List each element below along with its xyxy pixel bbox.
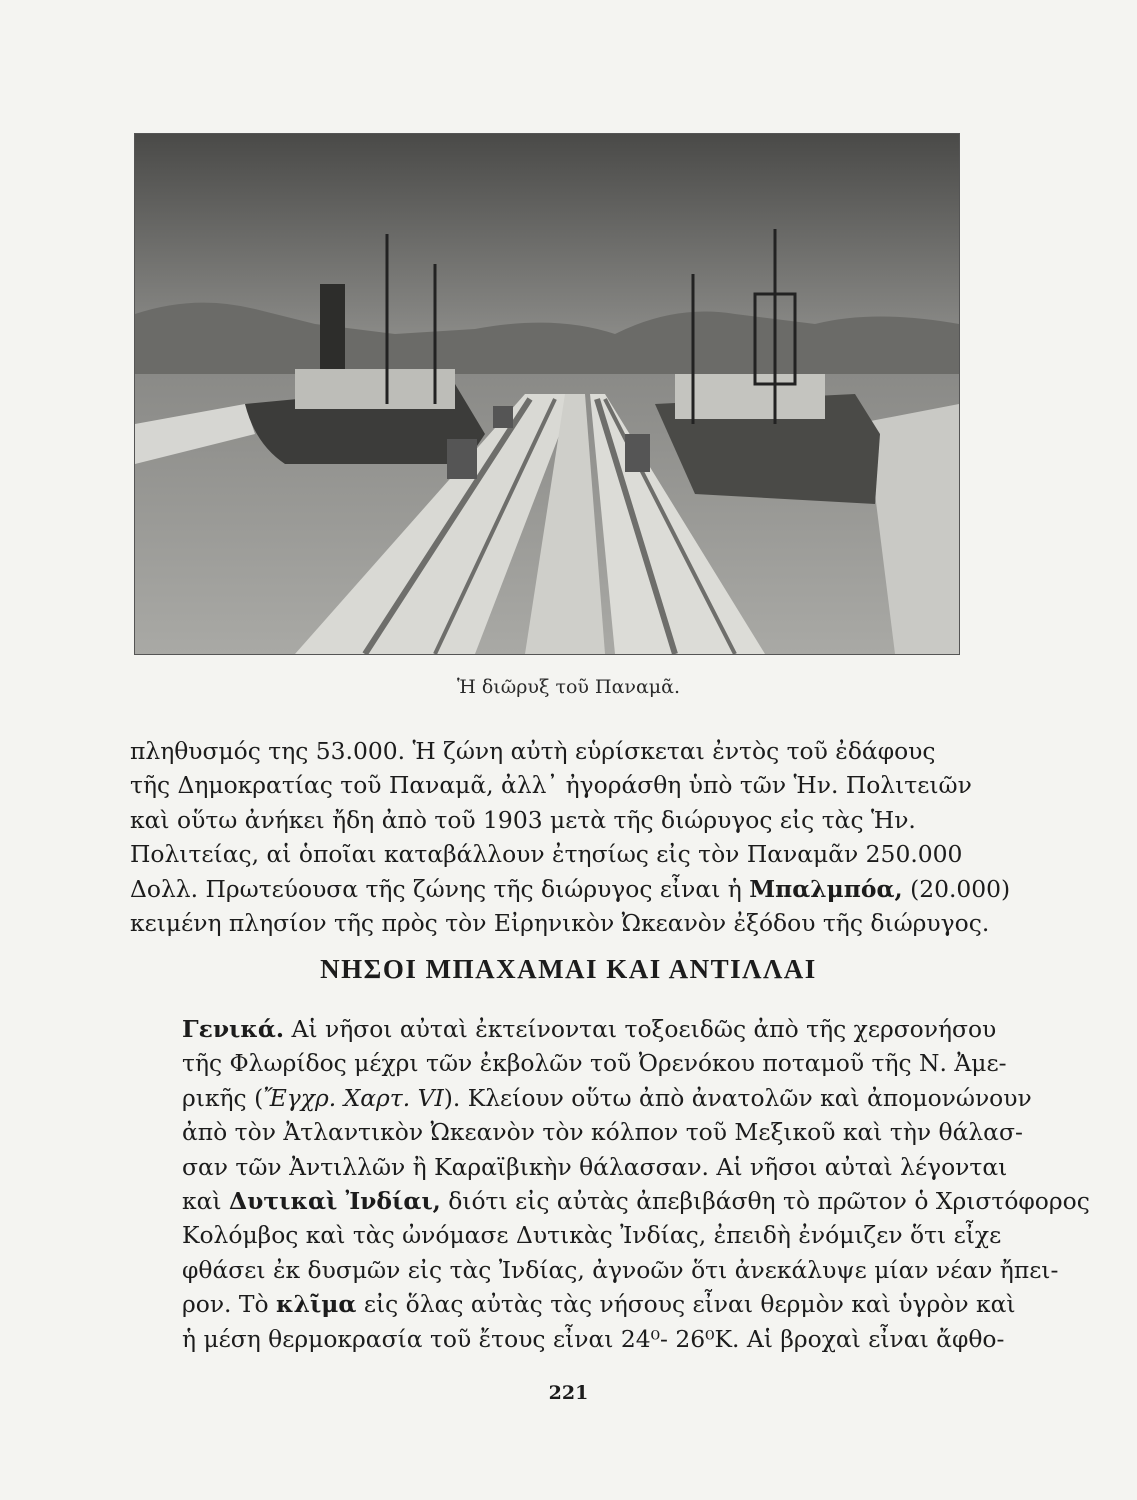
text-span: (20.000) xyxy=(902,874,1011,903)
canal-photo xyxy=(134,133,960,655)
bold-term-general: Γενικά. xyxy=(182,1015,285,1043)
bold-term-climate: κλῖμα xyxy=(276,1290,357,1319)
text-span: ρον. Τὸ xyxy=(182,1290,277,1319)
bold-term-west-indies: Δυτικαὶ Ἰνδίαι, xyxy=(229,1187,441,1216)
text-span: ρικῆς ( xyxy=(182,1083,264,1112)
text-line: ἀπὸ τὸν Ἀτλαντικὸν Ὠκεανὸν τὸν κόλπον τοῦ Μεξικοῦ καὶ τὴν θάλασ- xyxy=(182,1118,1023,1147)
text-line: φθάσει ἐκ δυσμῶν εἰς τὰς Ἰνδίας, ἀγνοῶν ὅτι ἀνεκάλυψε μίαν νέαν ἤπει- xyxy=(182,1255,1059,1284)
text-line: Κολόμβος καὶ τὰς ὠνόμασε Δυτικὰς Ἰνδίας, ἐπειδὴ ἐνόμιζεν ὅτι εἶχε xyxy=(182,1221,1002,1250)
photo-icon xyxy=(135,134,959,654)
text-span: εἰς ὅλας αὐτὰς τὰς νήσους εἶναι θερμὸν καὶ ὑγρὸν καὶ xyxy=(356,1290,1016,1319)
text-line xyxy=(130,1184,1090,1218)
text-line xyxy=(130,1081,1032,1115)
text-span: Δολλ. Πρωτεύουσα τῆς ζώνης τῆς διώρυγος εἶναι ἡ xyxy=(130,874,750,903)
paragraph-general xyxy=(130,1012,1090,1356)
text-line: σαν τῶν Ἀντιλλῶν ἢ Καραϊβικὴν θάλασσαν. Αἱ νῆσοι αὐταὶ λέγονται xyxy=(182,1152,1008,1181)
text-line: Πολιτείας, αἱ ὁποῖαι καταβάλλουν ἐτησίως εἰς τὸν Παναμᾶν 250.000 xyxy=(130,840,963,869)
section-heading: ΝΗΣΟΙ ΜΠΑΧΑΜΑΙ ΚΑΙ ΑΝΤΙΛΛΑΙ xyxy=(320,954,817,984)
text-line: τῆς Φλωρίδος μέχρι τῶν ἐκβολῶν τοῦ Ὀρενόκου ποταμοῦ τῆς Ν. Ἀμε- xyxy=(182,1049,1007,1078)
figure-caption: Ἡ διῶρυξ τοῦ Παναμᾶ. xyxy=(456,676,681,698)
text-span: καὶ xyxy=(182,1187,230,1216)
text-line: ἡ μέση θερμοκρασία τοῦ ἔτους εἶναι 24⁰- 26⁰Κ. Αἱ βροχαὶ εἶναι ἄφθο- xyxy=(182,1324,1005,1353)
text-line: τῆς Δημοκρατίας τοῦ Παναμᾶ, ἀλλ᾽ ἠγοράσθη ὑπὸ τῶν Ἡν. Πολιτειῶν xyxy=(130,771,972,800)
text-line: καὶ οὕτω ἀνήκει ἤδη ἀπὸ τοῦ 1903 μετὰ τῆς διώρυγος εἰς τὰς Ἡν. xyxy=(130,805,916,834)
text-line xyxy=(130,1287,1016,1321)
text-line: κειμένη πλησίον τῆς πρὸς τὸν Εἰρηνικὸν Ὠκεανὸν ἐξόδου τῆς διώρυγος. xyxy=(130,909,990,938)
text-line xyxy=(130,872,1011,906)
page-number: 221 xyxy=(548,1382,589,1404)
italic-reference: Ἔγχρ. Χαρτ. VI xyxy=(263,1083,444,1112)
text-span: διότι εἰς αὐτὰς ἀπεβιβάσθη τὸ πρῶτον ὁ Χριστόφορος xyxy=(440,1187,1090,1216)
text-span: Αἱ νῆσοι αὐταὶ ἐκτείνονται τοξοειδῶς ἀπὸ τῆς χερσονήσου xyxy=(284,1015,997,1043)
bold-term-balboa: Μπαλμπόα, xyxy=(749,874,903,903)
text-line: πληθυσμός της 53.000. Ἡ ζώνη αὐτὴ εὑρίσκεται ἐντὸς τοῦ ἐδάφους xyxy=(130,737,936,765)
text-span: ). Κλείουν οὕτω ἀπὸ ἀνατολῶν καὶ ἀπομονώνουν xyxy=(443,1083,1032,1112)
text-line xyxy=(130,1012,997,1046)
paragraph-canal-zone xyxy=(130,734,1011,940)
